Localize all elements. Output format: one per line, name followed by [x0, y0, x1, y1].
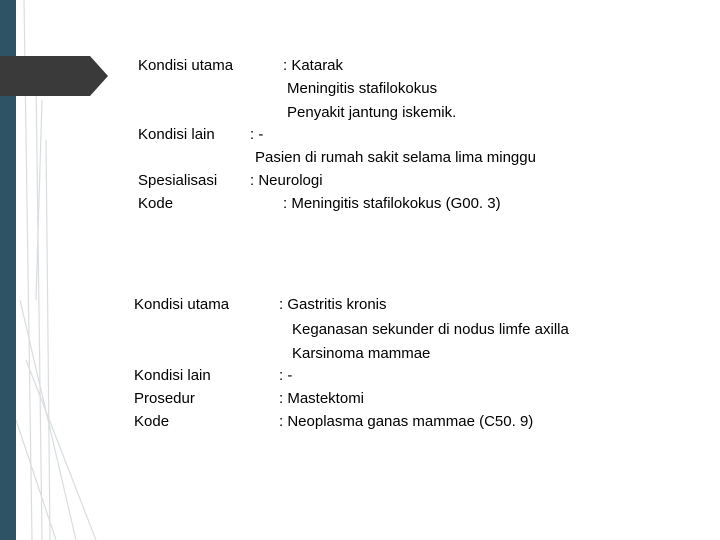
block1-kondisi-utama-value-2: Meningitis stafilokokus — [287, 80, 438, 97]
block2-kode-value: : Neoplasma ganas mammae (C50. 9) — [279, 413, 534, 430]
block1-kondisi-lain-value-1: : - — [250, 126, 264, 143]
block2-kondisi-utama-value-3: Karsinoma mammae — [292, 345, 431, 362]
block2-kondisi-utama-value-1: : Gastritis kronis — [279, 296, 387, 313]
block2-kondisi-lain-value: : - — [279, 367, 293, 384]
block2-prosedur-value: : Mastektomi — [279, 390, 365, 407]
block1-kondisi-lain-label: Kondisi lain — [138, 126, 215, 143]
block1-kode-value: : Meningitis stafilokokus (G00. 3) — [283, 195, 501, 212]
block1-kondisi-lain-value-2: Pasien di rumah sakit selama lima minggu — [255, 149, 536, 166]
block2-kondisi-utama-value-2: Keganasan sekunder di nodus limfe axilla — [292, 321, 569, 338]
block1-kondisi-utama-value-3: Penyakit jantung iskemik. — [287, 104, 457, 121]
block1-spesialisasi-value: : Neurologi — [250, 172, 323, 189]
block2-kode-label: Kode — [134, 413, 170, 430]
block2-kondisi-utama-label: Kondisi utama — [134, 296, 230, 313]
block1-kode-label: Kode — [138, 195, 174, 212]
arrow-tab-icon — [0, 56, 108, 96]
block1-kondisi-utama-label: Kondisi utama — [138, 57, 234, 74]
block1-kondisi-utama-value-1: : Katarak — [283, 57, 344, 74]
block2-prosedur-label: Prosedur — [134, 390, 195, 407]
block2-kondisi-lain-label: Kondisi lain — [134, 367, 211, 384]
block1-spesialisasi-label: Spesialisasi — [138, 172, 218, 189]
